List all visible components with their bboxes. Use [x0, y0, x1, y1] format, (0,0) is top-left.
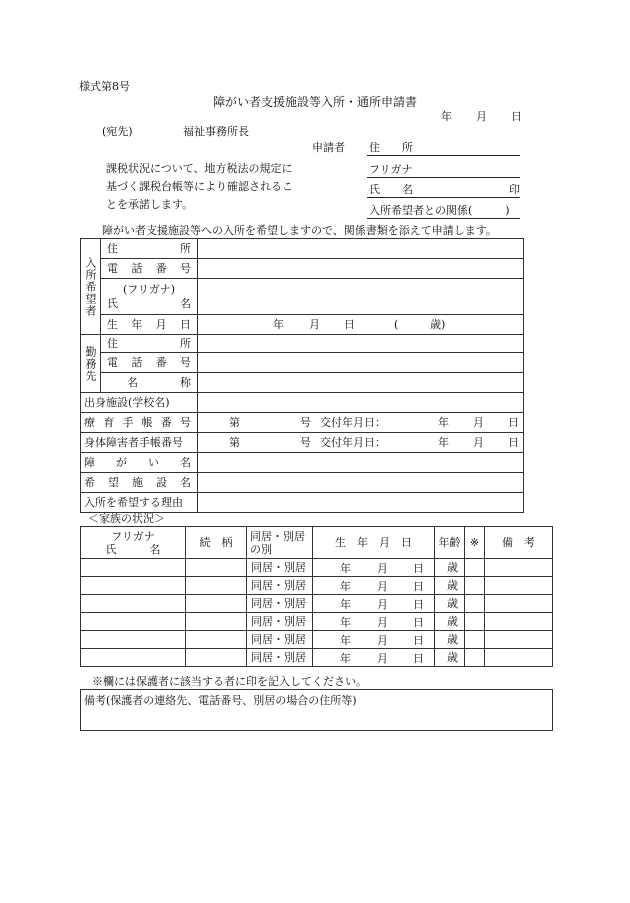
birth-year: 年 — [273, 318, 284, 331]
family-mark-cell[interactable] — [465, 649, 485, 667]
family-birth-m: 月 — [377, 634, 388, 647]
ryoiku-issue-label: 交付年月日： — [320, 416, 386, 429]
shintai-label: 身体障害者手帳番号 — [81, 433, 198, 453]
work-address-label-cell: 住 所 — [101, 335, 198, 353]
school-field[interactable] — [198, 393, 524, 413]
family-relation-cell[interactable] — [186, 649, 247, 667]
age-open: ( — [394, 318, 399, 331]
col-note: 備 考 — [485, 527, 553, 559]
shintai-field[interactable] — [198, 433, 524, 453]
family-name-cell[interactable] — [81, 595, 186, 613]
work-phone-field[interactable] — [198, 353, 524, 373]
family-note-cell[interactable] — [485, 577, 553, 595]
applicant-phone-field[interactable] — [198, 259, 524, 279]
applicant-furigana-label: フリガナ — [369, 163, 413, 176]
family-cohab-cell[interactable]: 同居・別居 — [247, 577, 313, 595]
ryoiku-field[interactable] — [198, 413, 524, 433]
family-mark-cell[interactable] — [465, 595, 485, 613]
family-age-cell[interactable]: 歳 — [435, 631, 465, 649]
group-work: 勤務先 — [81, 335, 101, 393]
ryoiku-label: 療 育 手 帳 番 号 — [81, 413, 198, 433]
family-cohab-cell[interactable]: 同居・別居 — [247, 631, 313, 649]
ryoiku-issue-day: 日 — [508, 416, 519, 429]
family-birth-cell[interactable] — [313, 559, 435, 577]
shintai-suffix: 号 — [300, 436, 311, 449]
family-birth-d: 日 — [413, 598, 424, 611]
shintai-issue-month: 月 — [473, 436, 484, 449]
family-row — [81, 559, 553, 577]
family-birth-m: 月 — [377, 616, 388, 629]
main-table — [80, 238, 524, 513]
date-year: 年 — [441, 110, 452, 123]
birth-field[interactable] — [198, 315, 524, 335]
applicant-name-label: 氏 名 — [369, 183, 413, 196]
work-name-field[interactable] — [198, 373, 524, 393]
family-relation-cell[interactable] — [186, 577, 247, 595]
applicant-address-field[interactable] — [198, 239, 524, 259]
form-number: 様式第8号 — [79, 80, 130, 93]
family-row — [81, 595, 553, 613]
family-birth-d: 日 — [413, 634, 424, 647]
ryoiku-issue-year: 年 — [438, 416, 449, 429]
relation-line[interactable] — [367, 218, 520, 219]
remarks-label: 備考(保護者の連絡先、電話番号、別居の場合の住所等) — [84, 694, 357, 707]
family-birth-y: 年 — [340, 580, 351, 593]
family-cohab-cell[interactable]: 同居・別居 — [247, 559, 313, 577]
family-birth-y: 年 — [340, 562, 351, 575]
work-address-field[interactable] — [198, 335, 524, 353]
family-birth-cell[interactable] — [313, 577, 435, 595]
consent-line-3: とを承諾します。 — [106, 198, 194, 211]
family-cohab-cell[interactable]: 同居・別居 — [247, 649, 313, 667]
family-birth-d: 日 — [413, 562, 424, 575]
col-name: 氏 名 — [105, 542, 161, 556]
facility-label: 希 望 施 設 名 — [81, 473, 198, 493]
group-applicant: 入所希望者 — [81, 239, 101, 335]
family-mark-cell[interactable] — [465, 613, 485, 631]
family-birth-cell[interactable] — [313, 631, 435, 649]
family-name-cell[interactable] — [81, 577, 186, 595]
family-row — [81, 577, 553, 595]
school-label: 出身施設(学校名) — [81, 393, 198, 413]
family-birth-y: 年 — [340, 616, 351, 629]
shintai-issue-day: 日 — [508, 436, 519, 449]
furigana-label: (フリガナ) — [123, 282, 176, 296]
family-birth-d: 日 — [413, 652, 424, 665]
family-birth-d: 日 — [413, 616, 424, 629]
date-day: 日 — [511, 110, 522, 123]
family-relation-cell[interactable] — [186, 631, 247, 649]
family-relation-cell[interactable] — [186, 613, 247, 631]
col-birth: 生 年 月 日 — [313, 527, 435, 559]
applicant-furigana-line[interactable] — [367, 177, 520, 178]
relation-label: 入所希望者との関係( ) — [369, 204, 510, 217]
family-cohab-cell[interactable]: 同居・別居 — [247, 595, 313, 613]
family-note-cell[interactable] — [485, 559, 553, 577]
birth-month: 月 — [309, 318, 320, 331]
shintai-issue-label: 交付年月日： — [320, 436, 386, 449]
family-name-cell[interactable] — [81, 613, 186, 631]
applicant-address-line[interactable] — [367, 155, 520, 156]
ryoiku-issue-month: 月 — [473, 416, 484, 429]
family-age-cell[interactable]: 歳 — [435, 577, 465, 595]
family-mark-cell[interactable] — [465, 577, 485, 595]
date-month: 月 — [476, 110, 487, 123]
family-birth-y: 年 — [340, 598, 351, 611]
family-name-cell[interactable] — [81, 631, 186, 649]
family-relation-cell[interactable] — [186, 595, 247, 613]
family-row — [81, 613, 553, 631]
family-birth-m: 月 — [377, 580, 388, 593]
family-age-cell[interactable]: 歳 — [435, 649, 465, 667]
applicant-name-line[interactable] — [367, 197, 520, 198]
applicant-phone-label-cell: 電 話 番 号 — [101, 259, 198, 279]
addressee-name: 福祉事務所長 — [183, 125, 249, 138]
family-mark-cell[interactable] — [465, 631, 485, 649]
shintai-issue-year: 年 — [438, 436, 449, 449]
shintai-prefix: 第 — [229, 436, 240, 449]
family-row — [81, 631, 553, 649]
applicant-label: 申請者 — [312, 141, 345, 154]
family-name-cell[interactable] — [81, 649, 186, 667]
applicant-name-label-cell: (フリガナ) 氏 名 — [101, 279, 198, 315]
applicant-address-label: 住 所 — [369, 141, 413, 154]
col-cohab: 同居・別居 の別 — [247, 527, 313, 559]
family-birth-cell[interactable] — [313, 649, 435, 667]
family-birth-cell[interactable] — [313, 595, 435, 613]
work-phone-label-cell: 電 話 番 号 — [101, 353, 198, 373]
col-furigana: フリガナ — [111, 529, 155, 543]
note-mark: ※欄には保護者に該当する者に印を記入してください。 — [92, 675, 367, 688]
family-birth-y: 年 — [340, 634, 351, 647]
intro-text: 障がい者支援施設等への入所を希望しますので、関係書類を添えて申請します。 — [102, 224, 497, 237]
reason-label: 入所を希望する理由 — [81, 493, 198, 513]
applicant-address-label-cell: 住 所 — [101, 239, 198, 259]
family-birth-cell[interactable] — [313, 613, 435, 631]
family-birth-d: 日 — [413, 580, 424, 593]
family-row — [81, 649, 553, 667]
family-age-cell[interactable]: 歳 — [435, 559, 465, 577]
remarks-box[interactable] — [80, 689, 553, 731]
family-note-cell[interactable] — [485, 613, 553, 631]
family-name-cell[interactable] — [81, 559, 186, 577]
age-unit: 歳) — [430, 318, 446, 331]
family-cohab-cell[interactable]: 同居・別居 — [247, 613, 313, 631]
col-furigana-name — [81, 527, 186, 559]
reason-field[interactable] — [198, 493, 524, 513]
family-birth-m: 月 — [377, 562, 388, 575]
family-table — [80, 526, 553, 667]
family-heading: ＜家族の状況＞ — [88, 512, 165, 525]
disability-label: 障 が い 名 — [81, 453, 198, 473]
addressee-label: (宛先) — [102, 125, 133, 138]
birth-day: 日 — [344, 318, 355, 331]
birth-label-cell: 生 年 月 日 — [101, 315, 198, 335]
family-note-cell[interactable] — [485, 649, 553, 667]
consent-line-2: 基づく課税台帳等により確認されるこ — [106, 180, 293, 193]
family-mark-cell[interactable] — [465, 559, 485, 577]
disability-field[interactable] — [198, 453, 524, 473]
family-relation-cell[interactable] — [186, 559, 247, 577]
seal-mark: 印 — [509, 183, 520, 196]
applicant-name-field[interactable] — [198, 279, 524, 315]
facility-field[interactable] — [198, 473, 524, 493]
ryoiku-suffix: 号 — [300, 416, 311, 429]
consent-line-1: 課税状況について、地方税法の規定に — [106, 162, 293, 175]
family-birth-m: 月 — [377, 652, 388, 665]
family-note-cell[interactable] — [485, 631, 553, 649]
col-mark: ※ — [465, 527, 485, 559]
family-birth-m: 月 — [377, 598, 388, 611]
work-name-label-cell: 名 称 — [101, 373, 198, 393]
ryoiku-prefix: 第 — [229, 416, 240, 429]
family-note-cell[interactable] — [485, 595, 553, 613]
col-age: 年齢 — [435, 527, 465, 559]
family-age-cell[interactable]: 歳 — [435, 613, 465, 631]
col-relation: 続 柄 — [186, 527, 247, 559]
family-birth-y: 年 — [340, 652, 351, 665]
family-age-cell[interactable]: 歳 — [435, 595, 465, 613]
page-title: 障がい者支援施設等入所・通所申請書 — [212, 95, 417, 109]
